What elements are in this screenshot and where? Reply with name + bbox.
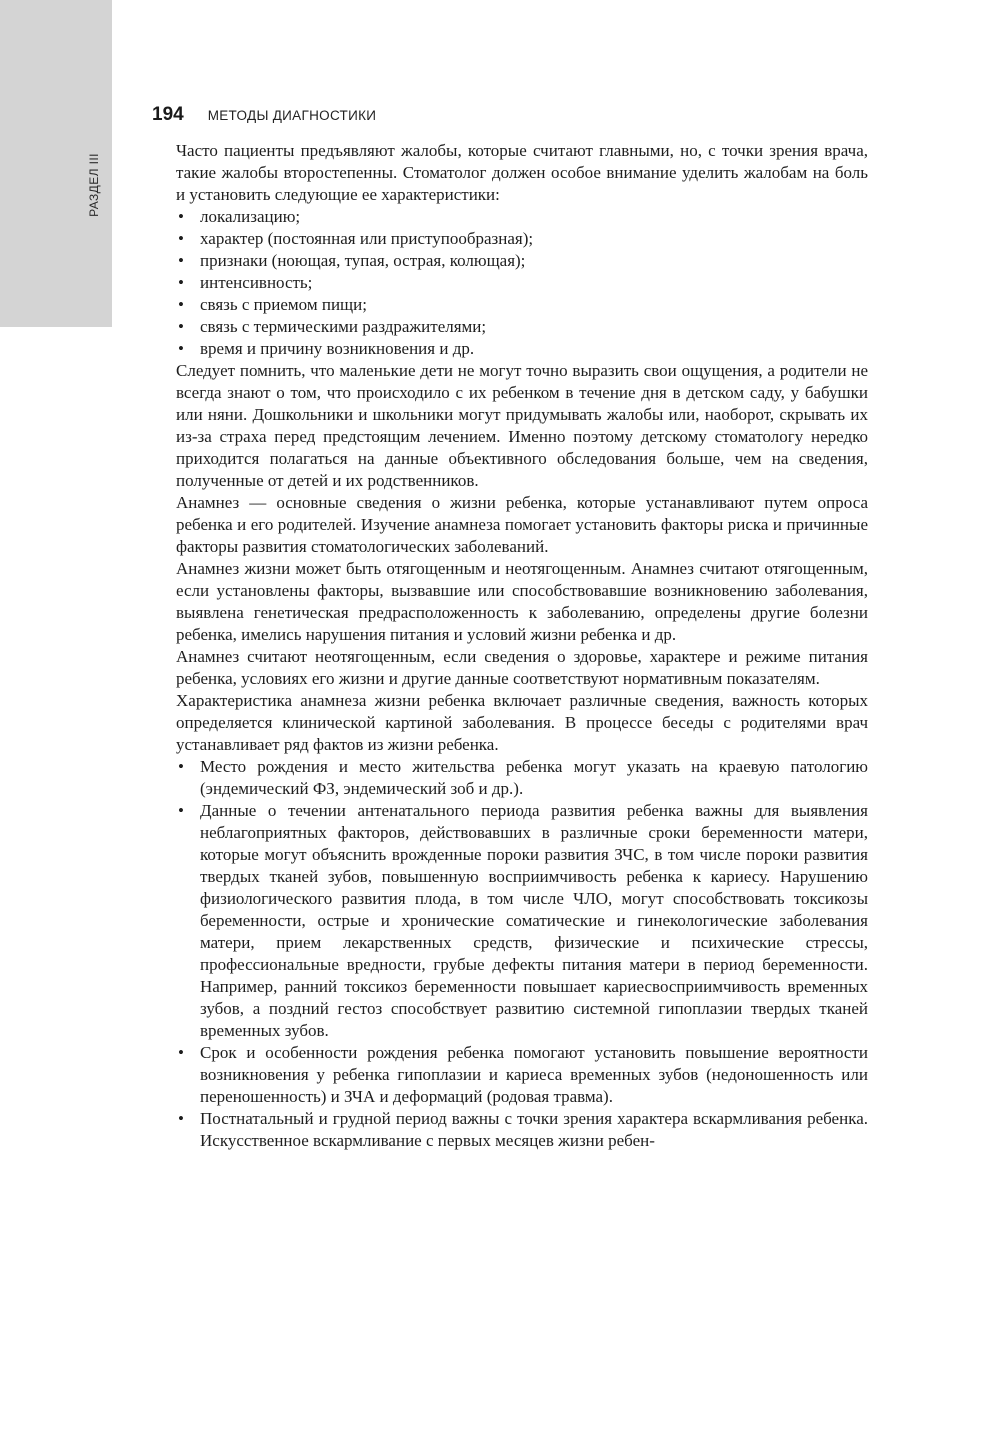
body-paragraph: Анамнез — основные сведения о жизни ребенка, которые устанавливают путем опроса ребенка и его родителей. Изучение анамнеза помогает установить факторы риска и причинные факторы развития стоматологических заболеваний.: [176, 493, 868, 556]
list-item: • Место рождения и место жительства ребенка могут указать на краевую патологию (эндемический ФЗ, эндемический зоб и др.).: [176, 756, 868, 800]
section-label: РАЗДЕЛ III: [87, 153, 101, 217]
body-paragraph: Следует помнить, что маленькие дети не могут точно выразить свои ощущения, а родители не всегда знают о том, что происходило с их ребенком в течение дня в детском саду, у бабушки или няни. Дошкольники и школьники могут придумывать жалобы или, наоборот, скрывать их из-за страха перед предстоящим лечением. Именно поэтому детскому стоматологу нередко приходится полагаться на данные объективного обследования больше, чем на сведения, полученные от детей и их родственников.: [176, 361, 868, 490]
body-paragraph: Анамнез жизни может быть отягощенным и неотягощенным. Анамнез считают отягощенным, если установлены факторы, вызвавшие или способствовавшие возникновению заболевания, выявлена генетическая предрасположенность к заболеванию, определены другие болезни ребенка, имелись нарушения питания и условий жизни ребенка и др.: [176, 559, 868, 644]
life-facts-list: [176, 756, 868, 1152]
list-item: • характер (постоянная или приступообразная);: [176, 228, 868, 250]
running-head: МЕТОДЫ ДИАГНОСТИКИ: [207, 108, 377, 123]
list-item: • Данные о течении антенатального периода развития ребенка важны для выявления неблагоприятных факторов, действовавших в различные сроки беременности матери, которые могут объяснить врожденные пороки развития ЗЧС, в том числе пороки развития твердых тканей зубов, повышенную восприимчивость ребенка к кариесу. Нарушению физиологического развития плода, в том числе ЧЛО, могут способствовать токсикозы беременности, острые и хронические соматические и гинекологические заболевания матери, прием лекарственных средств, физические и психические стрессы, профессиональные вредности, грубые дефекты питания матери в период беременности. Например, ранний токсикоз беременности повышает кариесвосприимчивость временных зубов, а поздний гестоз способствует развитию системной гипоплазии твердых тканей временных зубов.: [176, 800, 868, 1042]
list-item: • локализацию;: [176, 206, 868, 228]
list-item: • связь с термическими раздражителями;: [176, 316, 868, 338]
body-paragraph: Анамнез считают неотягощенным, если сведения о здоровье, характере и режиме питания ребенка, условиях его жизни и другие данные соответствуют нормативным показателям.: [176, 647, 868, 688]
page-body: [176, 140, 868, 1152]
list-item: • связь с приемом пищи;: [176, 294, 868, 316]
body-paragraph: Характеристика анамнеза жизни ребенка включает различные сведения, важность которых определяется клинической картиной заболевания. В процессе беседы с родителями врач устанавливает ряд фактов из жизни ребенка.: [176, 691, 868, 754]
list-item: • интенсивность;: [176, 272, 868, 294]
list-item: • Постнатальный и грудной период важны с точки зрения характера вскармливания ребенка. Искусственное вскармливание с первых месяцев жизни ребен-: [176, 1108, 868, 1152]
page-header: [152, 104, 376, 126]
list-item: • Срок и особенности рождения ребенка помогают установить повышение вероятности возникновения у ребенка гипоплазии и кариеса временных зубов (недоношенность или переношенность) и ЗЧА и деформаций (родовая травма).: [176, 1042, 868, 1108]
pain-characteristics-list: [176, 206, 868, 360]
list-item: • время и причину возникновения и др.: [176, 338, 868, 360]
list-item: • признаки (ноющая, тупая, острая, колющая);: [176, 250, 868, 272]
page-number: 194: [152, 104, 184, 125]
intro-paragraph: Часто пациенты предъявляют жалобы, которые считают главными, но, с точки зрения врача, такие жалобы второстепенны. Стоматолог должен особое внимание уделить жалобам на боль и установить следующие ее характеристики:: [176, 141, 868, 204]
